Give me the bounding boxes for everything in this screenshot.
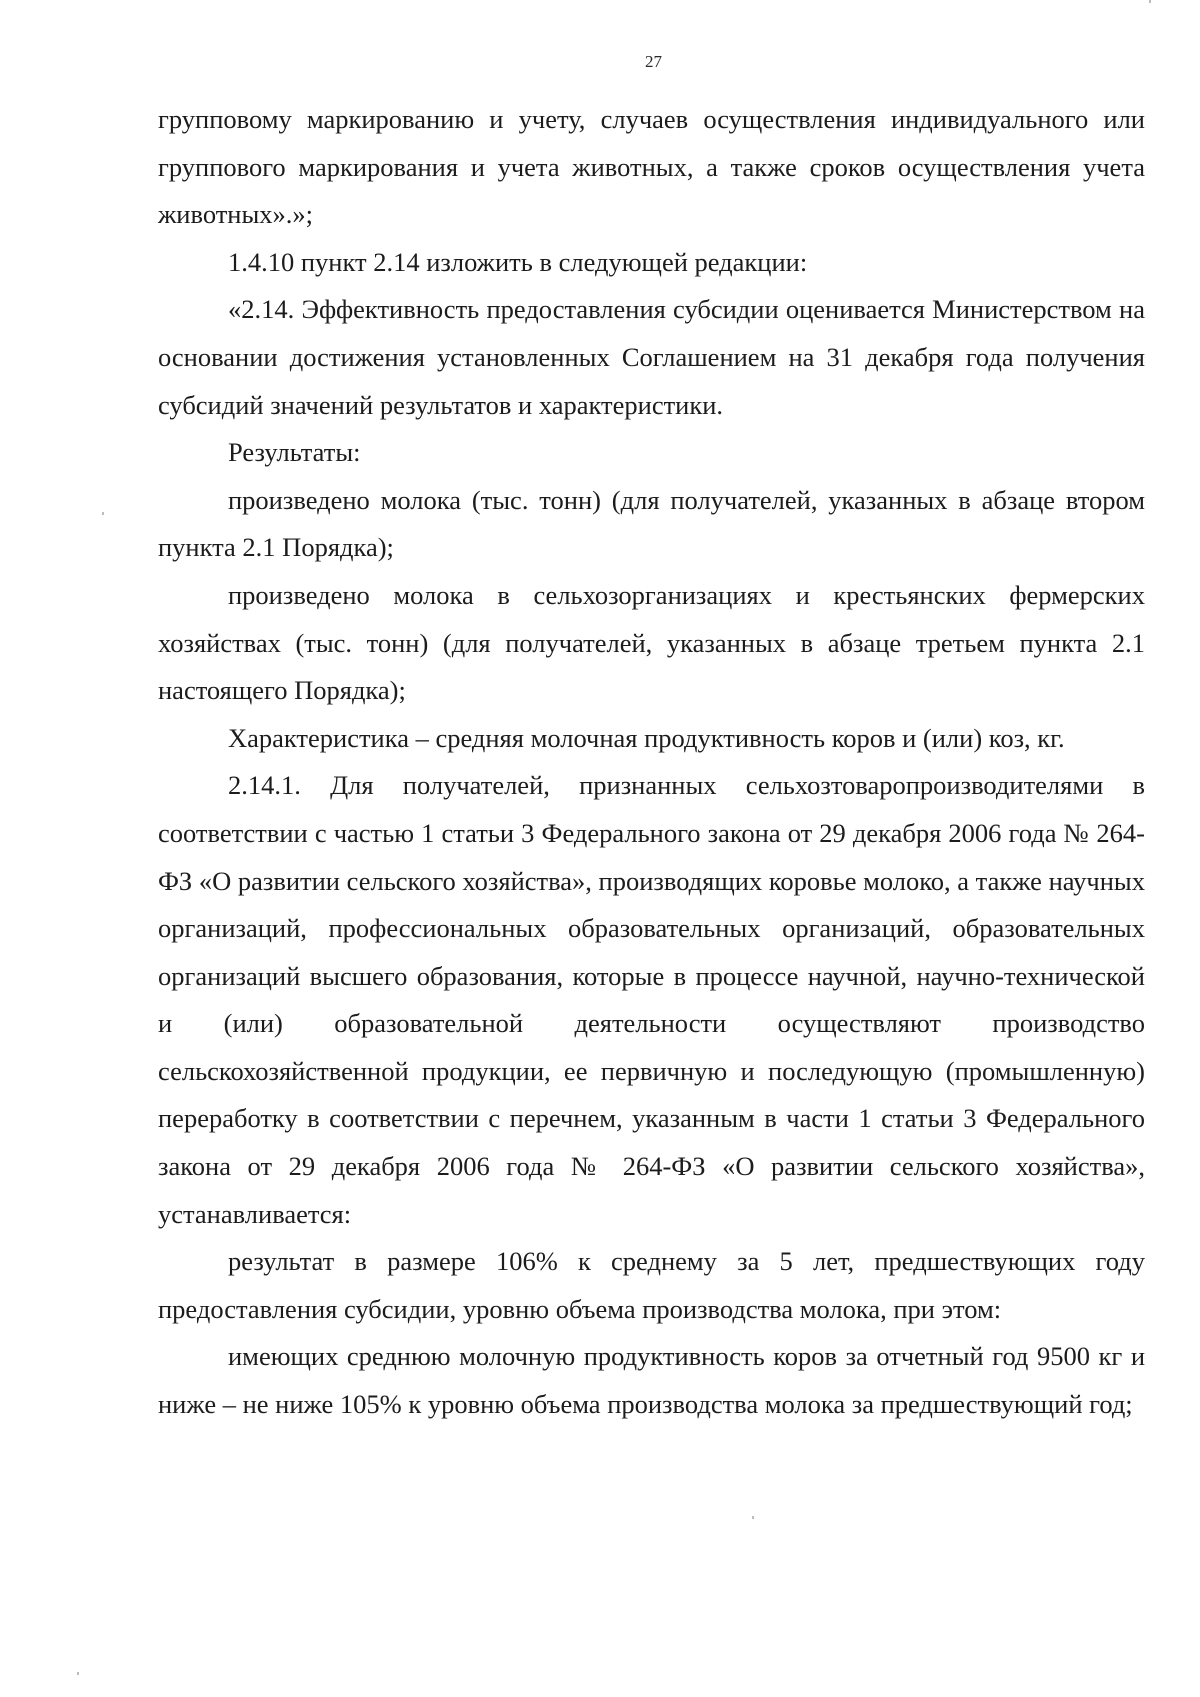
scan-speck xyxy=(102,512,104,515)
paragraph-10: имеющих среднюю молочную продуктивность коров за отчетный год 9500 кг и ниже – не ниже 105% к уровню объема производства молока за предшествующий год; xyxy=(158,1341,1145,1420)
paragraph-2: 1.4.10 пункт 2.14 изложить в следующей редакции: xyxy=(228,246,808,277)
paragraph-4: Результаты: xyxy=(228,437,361,468)
scan-speck xyxy=(1149,0,1151,3)
page-number: 27 xyxy=(645,52,662,71)
scan-speck xyxy=(77,1672,79,1675)
paragraph-3: «2.14. Эффективность предоставления субсидии оценивается Министерством на основании достижения установленных Соглашением на 31 декабря года получения субсидий значений результатов и характеристики. xyxy=(158,294,1145,420)
paragraph-6: произведено молока в сельхозорганизациях и крестьянских фермерских хозяйствах (тыс. тонн) (для получателей, указанных в абзаце третьем пункта 2.1 настоящего Порядка); xyxy=(158,579,1145,706)
paragraph-7: Характеристика – средняя молочная продуктивность коров и (или) коз, кг. xyxy=(228,722,1065,753)
scan-speck xyxy=(752,1516,754,1519)
paragraph-5: произведено молока (тыс. тонн) (для получателей, указанных в абзаце втором пункта 2.1 Порядка); xyxy=(158,484,1145,563)
paragraph-9: результат в размере 106% к среднему за 5 лет, предшествующих году предоставления субсидии, уровню объема производства молока, при этом: xyxy=(158,1246,1145,1324)
paragraph-1: групповому маркированию и учету, случаев осуществления индивидуального или группового маркирования и учета животных, а также сроков осуществления учета животных».»; xyxy=(158,104,1145,230)
document-body xyxy=(158,96,1145,1429)
paragraph-8: 2.14.1. Для получателей, признанных сельхозтоваропроизводителями в соответствии с частью 1 статьи 3 Федерального закона от 29 декабря 2006 года № 264-ФЗ «О развитии сельского хозяйства», производящих коровье молоко, а также научных организаций, профессиональных образовательных организаций, образовательных организаций высшего образования, которые в процессе научной, научно-технической и (или) образовательной деятельности осуществляют производство сельскохозяйственной продукции, ее первичную и последующую (промышленную) переработку в соответствии с перечнем, указанным в части 1 статьи 3 Федерального закона от 29 декабря 2006 года № 264-ФЗ «О развитии сельского хозяйства», устанавливается: xyxy=(158,770,1145,1229)
